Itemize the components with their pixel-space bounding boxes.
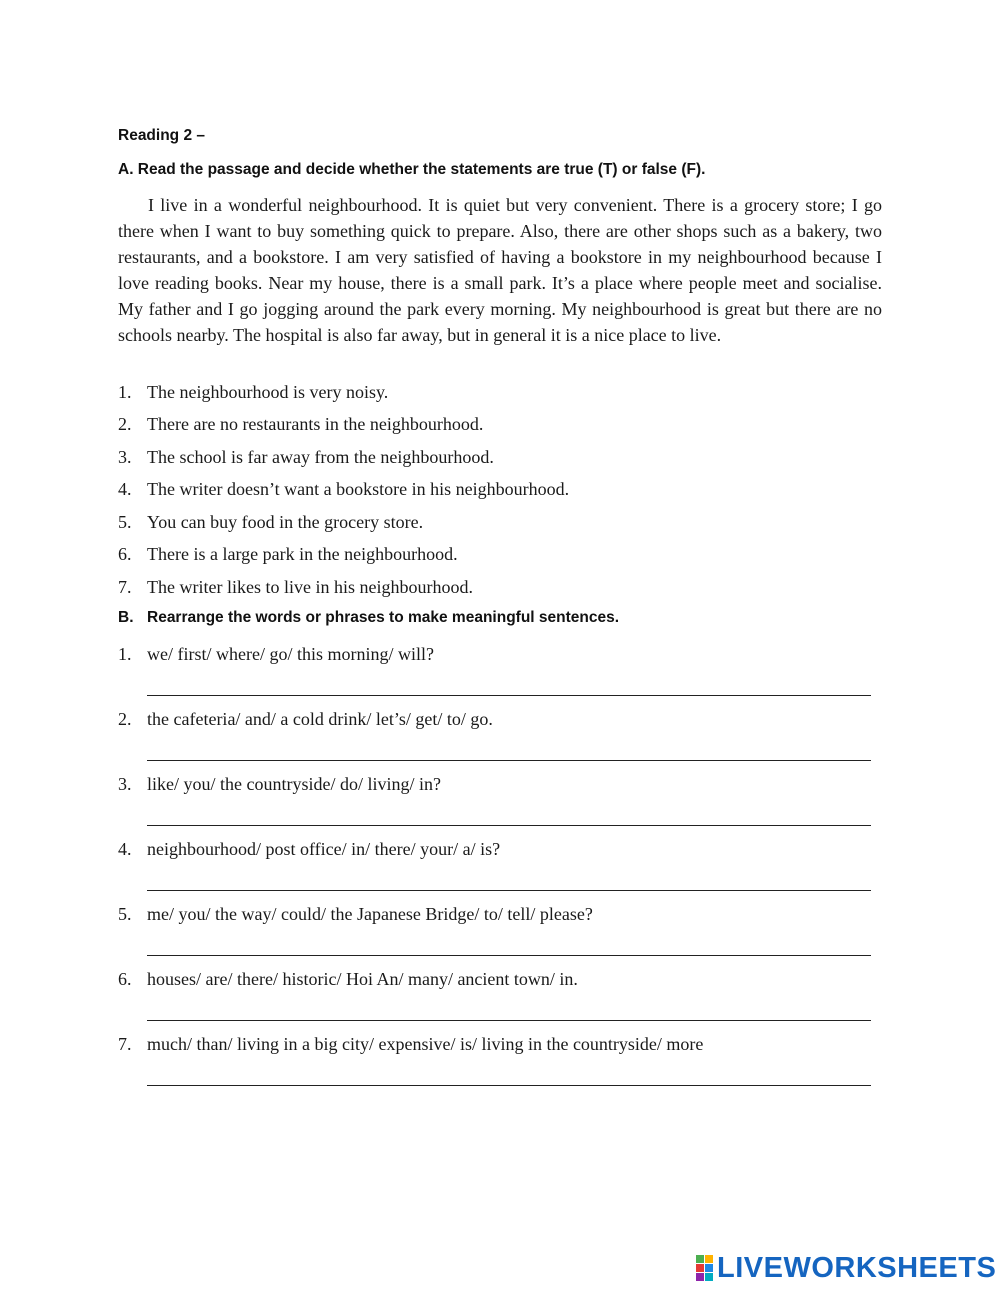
statement-number: 7. xyxy=(118,577,132,597)
logo-text: LIVEWORKSHEETS xyxy=(717,1251,997,1284)
section-b-instructions: Rearrange the words or phrases to make meaningful sentences. xyxy=(147,609,620,626)
statement-item xyxy=(118,477,569,501)
statement-text: There are no restaurants in the neighbourhood. xyxy=(147,414,484,434)
statement-number: 6. xyxy=(118,544,132,564)
rearrange-number: 7. xyxy=(118,1034,132,1054)
answer-line[interactable] xyxy=(147,890,871,891)
rearrange-item xyxy=(118,707,493,731)
statement-text: The writer likes to live in his neighbourhood. xyxy=(147,577,473,597)
answer-line[interactable] xyxy=(147,825,871,826)
statement-text: The writer doesn’t want a bookstore in his neighbourhood. xyxy=(147,479,570,499)
rearrange-item xyxy=(118,772,441,796)
section-a-heading: A. Read the passage and decide whether the statements are true (T) or false (F). xyxy=(118,161,706,178)
answer-line[interactable] xyxy=(147,1020,871,1021)
statement-item xyxy=(118,575,473,599)
rearrange-prompt: we/ first/ where/ go/ this morning/ will? xyxy=(147,644,434,664)
statement-number: 3. xyxy=(118,447,132,467)
answer-line[interactable] xyxy=(147,955,871,956)
statement-text: The neighbourhood is very noisy. xyxy=(147,382,389,402)
statement-number: 4. xyxy=(118,479,132,499)
rearrange-number: 6. xyxy=(118,969,132,989)
statement-number: 5. xyxy=(118,512,132,532)
statement-item xyxy=(118,542,458,566)
answer-line[interactable] xyxy=(147,1085,871,1086)
reading-passage: I live in a wonderful neighbourhood. It is quiet but very convenient. There is a grocery store; I go there when I want to buy something quick to prepare. Also, there are other shops such as a bakery, two restaurants, and a bookstore. I am very satisfied of having a bookstore in my neighbourhood because I love reading books. Near my house, there is a small park. It’s a place where people meet and socialise. My father and I go jogging around the park every morning. My neighbourhood is great but there are no schools nearby. The hospital is also far away, but in general it is a nice place to live. xyxy=(118,195,882,345)
statement-text: There is a large park in the neighbourhood. xyxy=(147,544,458,564)
rearrange-prompt: like/ you/ the countryside/ do/ living/ in? xyxy=(147,774,441,794)
statement-item xyxy=(118,412,483,436)
rearrange-number: 4. xyxy=(118,839,132,859)
rearrange-prompt: houses/ are/ there/ historic/ Hoi An/ many/ ancient town/ in. xyxy=(147,969,578,989)
rearrange-prompt: much/ than/ living in a big city/ expensive/ is/ living in the countryside/ more xyxy=(147,1034,704,1054)
rearrange-number: 5. xyxy=(118,904,132,924)
section-b-heading xyxy=(118,609,619,627)
rearrange-item xyxy=(118,902,593,926)
section-b-label: B. xyxy=(118,609,134,626)
rearrange-prompt: me/ you/ the way/ could/ the Japanese Bridge/ to/ tell/ please? xyxy=(147,904,593,924)
rearrange-item xyxy=(118,967,578,991)
statement-text: You can buy food in the grocery store. xyxy=(147,512,424,532)
rearrange-number: 1. xyxy=(118,644,132,664)
liveworksheets-logo xyxy=(696,1253,996,1283)
statement-item xyxy=(118,445,494,469)
statement-number: 2. xyxy=(118,414,132,434)
statement-text: The school is far away from the neighbourhood. xyxy=(147,447,494,467)
statement-item xyxy=(118,380,388,404)
answer-line[interactable] xyxy=(147,760,871,761)
rearrange-item xyxy=(118,1032,703,1056)
rearrange-prompt: neighbourhood/ post office/ in/ there/ your/ a/ is? xyxy=(147,839,501,859)
answer-line[interactable] xyxy=(147,695,871,696)
rearrange-prompt: the cafeteria/ and/ a cold drink/ let’s/ get/ to/ go. xyxy=(147,709,493,729)
statement-item xyxy=(118,510,423,534)
rearrange-number: 2. xyxy=(118,709,132,729)
statement-number: 1. xyxy=(118,382,132,402)
rearrange-item xyxy=(118,837,500,861)
rearrange-item xyxy=(118,642,434,666)
rearrange-number: 3. xyxy=(118,774,132,794)
worksheet-title: Reading 2 – xyxy=(118,127,205,144)
logo-icon xyxy=(696,1255,714,1281)
